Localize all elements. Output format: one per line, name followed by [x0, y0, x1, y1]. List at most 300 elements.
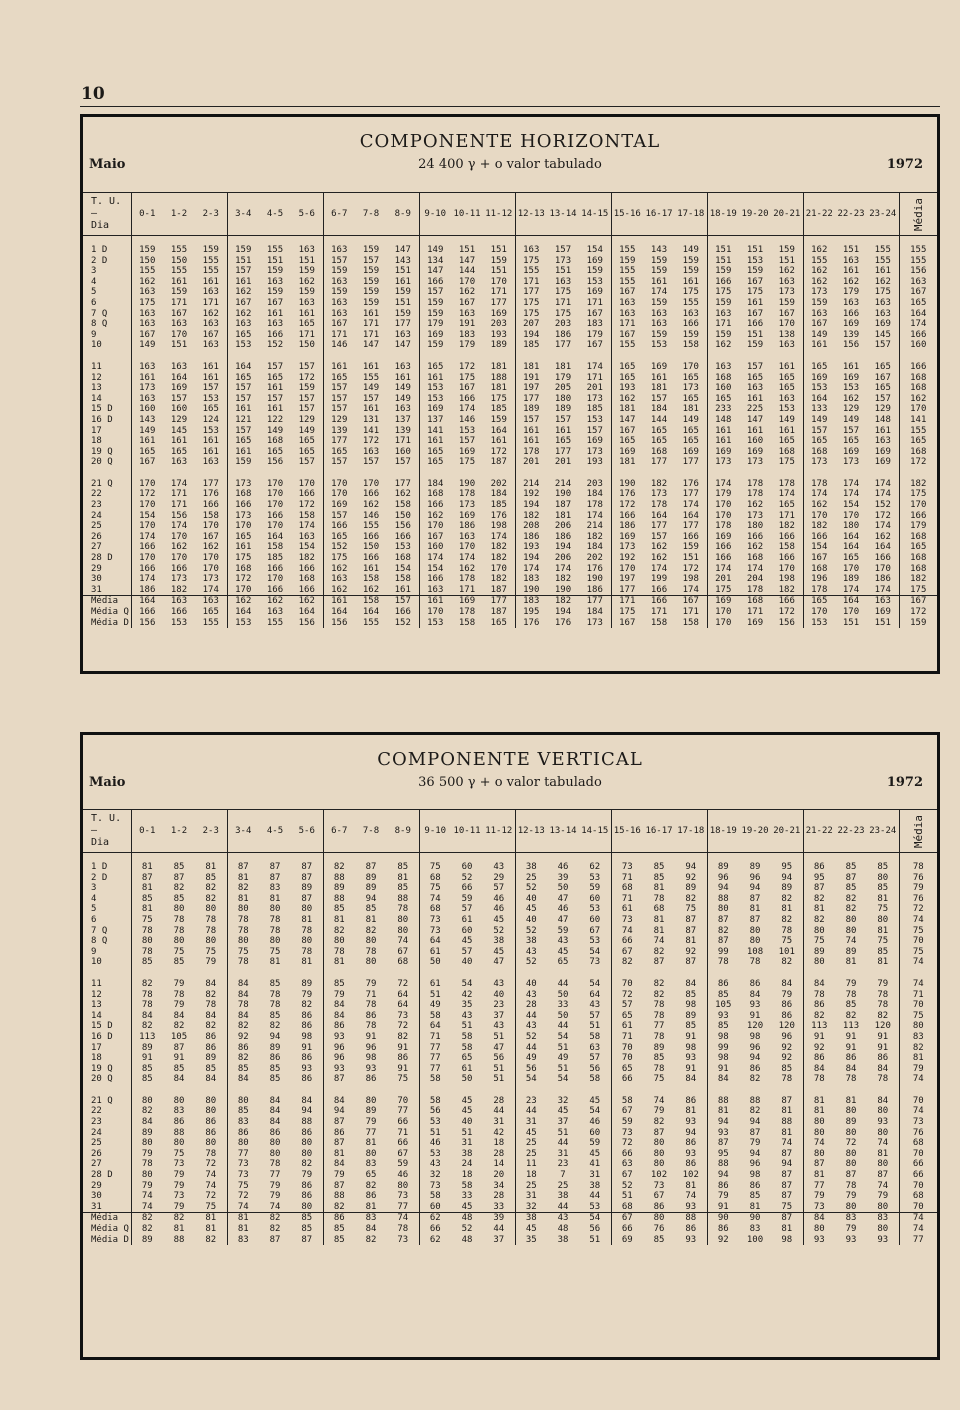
value-cell: 158 [458, 617, 476, 628]
value-cell: 50 [557, 989, 569, 1000]
value-cell: 94 [717, 883, 729, 894]
value-cell: 151 [458, 245, 476, 255]
value-cell: 74 [141, 1191, 153, 1202]
value-cell: 174 [867, 489, 899, 500]
value-cell: 166 [771, 553, 803, 564]
value-cell: 75 [237, 946, 249, 957]
value-cell: 155 [811, 255, 828, 266]
value-cell: 177 [619, 584, 636, 595]
value-cell: 75 [653, 1074, 665, 1085]
value-cell: 46 [579, 1117, 611, 1128]
value-cell: 153 [811, 383, 828, 394]
value-cell: 86 [291, 1053, 323, 1064]
value-cell: 51 [579, 1021, 611, 1032]
day-row [83, 1106, 937, 1117]
value-cell: 203 [554, 319, 572, 330]
value-cell: 174 [139, 531, 156, 542]
value-cell: 66 [621, 1074, 633, 1085]
value-cell: 154 [427, 563, 444, 574]
value-cell: 54 [579, 979, 611, 990]
value-cell: 45 [525, 904, 537, 915]
value-cell: 175 [139, 297, 156, 308]
value-cell: 85 [845, 1000, 857, 1011]
value-cell: 91 [867, 1043, 899, 1054]
value-cell: 85 [675, 990, 707, 1001]
value-cell: 162 [458, 563, 476, 574]
value-cell: 169 [715, 531, 732, 542]
value-cell: 191 [458, 319, 476, 330]
value-cell: 161 [170, 436, 188, 447]
value-cell: 186 [523, 531, 540, 542]
value-cell: 173 [579, 394, 611, 405]
daily-mean-cell: 76 [912, 1127, 924, 1138]
hour-header: 14-15 [579, 193, 611, 236]
value-cell: 43 [483, 1021, 515, 1032]
value-cell: 65 [621, 1010, 633, 1021]
day-row [83, 947, 937, 958]
value-cell: 66 [621, 1224, 633, 1234]
value-cell: 161 [195, 373, 227, 384]
value-cell: 120 [867, 1021, 899, 1032]
hour-header: 14-15 [579, 810, 611, 853]
value-cell: 154 [291, 542, 323, 553]
value-cell: 154 [842, 500, 860, 511]
value-cell: 85 [195, 873, 227, 884]
value-cell: 174 [427, 553, 444, 564]
value-cell: 62 [429, 1234, 441, 1245]
value-cell: 57 [483, 883, 515, 894]
value-cell: 58 [461, 1180, 473, 1191]
value-cell: 193 [619, 383, 636, 394]
value-cell: 81 [653, 883, 665, 894]
spacer-cell [515, 968, 547, 979]
value-cell: 165 [746, 372, 764, 383]
value-cell: 79 [365, 978, 377, 989]
value-cell: 45 [461, 936, 473, 947]
value-cell: 72 [621, 1138, 633, 1149]
daily-mean-cell: 172 [910, 607, 927, 617]
value-cell: 85 [749, 1191, 761, 1202]
day-label: 2 D [83, 256, 131, 267]
value-cell: 165 [235, 531, 252, 542]
value-cell: 73 [173, 1191, 185, 1202]
value-cell: 161 [235, 446, 252, 457]
day-label: 16 D [83, 1032, 131, 1043]
value-cell: 82 [259, 1213, 291, 1224]
value-cell: 164 [331, 607, 348, 617]
value-cell: 38 [557, 1234, 569, 1245]
value-cell: 161 [419, 596, 451, 607]
value-cell: 85 [717, 989, 729, 1000]
value-cell: 161 [195, 277, 227, 288]
value-cell: 170 [266, 521, 284, 532]
value-cell: 99 [717, 1042, 729, 1053]
day-label: 20 Q [83, 457, 131, 468]
spacer-cell [803, 468, 835, 479]
value-cell: 60 [579, 894, 611, 905]
day-label: 13 [83, 1000, 131, 1011]
value-cell: 174 [842, 478, 860, 489]
value-cell: 165 [650, 425, 668, 436]
value-cell: 73 [387, 1191, 419, 1202]
value-cell: 78 [813, 989, 825, 1000]
value-cell: 93 [717, 1127, 729, 1138]
spacer-cell [483, 1085, 515, 1096]
value-cell: 85 [141, 957, 153, 968]
value-cell: 159 [771, 236, 803, 256]
value-cell: 89 [675, 883, 707, 894]
spacer-cell [707, 1085, 739, 1096]
value-cell: 49 [525, 1053, 537, 1064]
value-cell: 90 [707, 1213, 739, 1224]
value-cell: 150 [291, 340, 323, 351]
value-cell: 157 [266, 393, 284, 404]
value-cell: 58 [579, 1032, 611, 1043]
value-cell: 84 [291, 1096, 323, 1107]
value-cell: 181 [619, 404, 636, 415]
spacer-cell [707, 968, 739, 979]
value-cell: 169 [650, 361, 668, 372]
value-cell: 167 [266, 297, 284, 308]
value-cell: 78 [867, 1074, 899, 1085]
value-cell: 77 [237, 1148, 249, 1159]
value-cell: 170 [427, 521, 444, 532]
value-cell: 172 [771, 607, 803, 618]
value-cell: 80 [237, 936, 249, 947]
value-cell: 94 [675, 1128, 707, 1139]
value-cell: 88 [717, 1095, 729, 1106]
value-cell: 46 [557, 862, 569, 872]
value-cell: 82 [867, 1011, 899, 1022]
value-cell: 67 [387, 947, 419, 958]
value-cell: 166 [266, 584, 284, 595]
horizontal-data-table [83, 192, 937, 628]
header-label-dash: — [91, 208, 98, 219]
value-cell: 169 [842, 372, 860, 383]
spacer-cell [771, 468, 803, 479]
daily-mean-cell: 74 [912, 978, 924, 989]
value-cell: 82 [749, 1106, 761, 1117]
value-cell: 47 [483, 957, 515, 968]
daily-mean-cell: 68 [912, 1138, 924, 1149]
value-cell: 155 [619, 276, 636, 287]
value-cell: 183 [515, 596, 547, 607]
value-cell: 178 [458, 607, 476, 617]
value-cell: 153 [235, 617, 252, 628]
value-cell: 38 [579, 1181, 611, 1192]
spacer-cell [675, 351, 707, 362]
value-cell: 64 [579, 990, 611, 1001]
value-cell: 166 [715, 276, 732, 287]
value-cell: 81 [749, 1201, 761, 1212]
value-cell: 170 [266, 574, 284, 585]
value-cell: 65 [461, 1053, 473, 1064]
value-cell: 38 [483, 936, 515, 947]
value-cell: 175 [331, 553, 348, 564]
value-cell: 71 [621, 872, 633, 883]
value-cell: 68 [429, 872, 441, 883]
value-cell: 50 [557, 883, 569, 894]
value-cell: 161 [771, 362, 803, 373]
value-cell: 161 [387, 585, 419, 596]
value-cell: 79 [845, 978, 857, 989]
value-cell: 93 [291, 1064, 323, 1075]
value-cell: 80 [813, 957, 825, 968]
value-cell: 164 [235, 361, 252, 372]
value-cell: 163 [170, 361, 188, 372]
value-cell: 84 [237, 1010, 249, 1021]
value-cell: 82 [845, 893, 857, 904]
value-cell: 166 [362, 531, 380, 542]
value-cell: 149 [842, 414, 860, 425]
value-cell: 157 [170, 393, 188, 404]
value-cell: 145 [867, 330, 899, 341]
value-cell: 162 [715, 340, 732, 351]
value-cell: 170 [483, 277, 515, 288]
daily-mean-cell: 70 [912, 1180, 924, 1191]
value-cell: 91 [387, 1064, 419, 1075]
value-cell: 161 [331, 361, 348, 372]
value-cell: 202 [579, 553, 611, 564]
value-cell: 190 [554, 584, 572, 595]
value-cell: 159 [331, 287, 348, 298]
value-cell: 80 [269, 936, 281, 947]
hour-header: 1-2 [163, 193, 195, 236]
mean-row [83, 1235, 937, 1246]
value-cell: 58 [461, 1031, 473, 1042]
value-cell: 80 [845, 1201, 857, 1212]
value-cell: 156 [139, 617, 156, 628]
value-cell: 87 [749, 1127, 761, 1138]
value-cell: 166 [195, 500, 227, 511]
value-cell: 87 [771, 1170, 803, 1181]
value-cell: 71 [429, 1031, 441, 1042]
day-label: 27 [83, 1159, 131, 1170]
value-cell: 82 [717, 925, 729, 936]
value-cell: 82 [163, 1213, 195, 1224]
value-cell: 161 [427, 372, 444, 383]
vertical-year: 1972 [886, 775, 923, 790]
value-cell: 80 [813, 1117, 825, 1128]
value-cell: 47 [557, 893, 569, 904]
daily-mean-cell: 68 [912, 1191, 924, 1202]
value-cell: 81 [653, 914, 665, 925]
day-label: 15 D [83, 1021, 131, 1032]
value-cell: 181 [483, 383, 515, 394]
spacer-day-cell [83, 468, 131, 479]
value-cell: 82 [621, 957, 633, 968]
value-cell: 85 [845, 883, 857, 894]
value-cell: 177 [523, 287, 540, 298]
daily-mean-cell: 74 [912, 914, 924, 925]
value-cell: 85 [237, 1106, 249, 1117]
value-cell: 151 [771, 256, 803, 267]
value-cell: 164 [170, 372, 188, 383]
value-cell: 163 [170, 319, 188, 330]
value-cell: 157 [291, 394, 323, 405]
value-cell: 72 [237, 1191, 249, 1202]
value-cell: 81 [291, 957, 323, 968]
value-cell: 163 [331, 297, 348, 308]
value-cell: 162 [619, 393, 636, 404]
value-cell: 81 [845, 1095, 857, 1106]
value-cell: 73 [579, 957, 611, 968]
spacer-cell [835, 1085, 867, 1096]
value-cell: 163 [715, 361, 732, 372]
value-cell: 170 [458, 276, 476, 287]
value-cell: 96 [749, 1159, 761, 1170]
value-cell: 179 [458, 340, 476, 351]
value-cell: 86 [291, 1128, 323, 1139]
value-cell: 186 [554, 329, 572, 340]
value-cell: 154 [387, 564, 419, 575]
value-cell: 93 [675, 1149, 707, 1160]
value-cell: 169 [675, 447, 707, 458]
daily-mean-cell: 70 [912, 1095, 924, 1106]
spacer-cell [803, 968, 835, 979]
daily-mean-cell: 166 [910, 510, 927, 521]
day-row [83, 330, 937, 341]
value-cell: 87 [771, 1213, 803, 1224]
value-cell: 61 [461, 1063, 473, 1074]
value-cell: 92 [771, 1053, 803, 1064]
value-cell: 79 [269, 1191, 281, 1202]
value-cell: 91 [749, 1010, 761, 1021]
value-cell: 86 [845, 1053, 857, 1064]
value-cell: 147 [746, 414, 764, 425]
spacer-cell [323, 1085, 355, 1096]
value-cell: 62 [419, 1213, 451, 1224]
value-cell: 48 [557, 1224, 569, 1234]
spacer-cell [355, 1085, 387, 1096]
value-cell: 28 [483, 1191, 515, 1202]
value-cell: 167 [619, 617, 636, 628]
value-cell: 187 [483, 585, 515, 596]
value-cell: 163 [139, 319, 156, 330]
value-cell: 155 [619, 266, 636, 277]
value-cell: 88 [387, 894, 419, 905]
value-cell: 85 [291, 1224, 323, 1235]
daily-mean-cell: 167 [899, 596, 937, 607]
value-cell: 82 [333, 862, 345, 872]
value-cell: 169 [619, 531, 636, 542]
value-cell: 157 [523, 414, 540, 425]
value-cell: 86 [813, 1053, 825, 1064]
value-cell: 37 [483, 1011, 515, 1022]
value-cell: 85 [173, 1063, 185, 1074]
value-cell: 165 [619, 372, 636, 383]
value-cell: 162 [139, 276, 156, 287]
daily-mean-cell: 174 [910, 319, 927, 330]
value-cell: 88 [173, 1127, 185, 1138]
spacer-cell [515, 351, 547, 362]
value-cell: 159 [650, 329, 668, 340]
day-label: 16 D [83, 415, 131, 426]
value-cell: 89 [813, 946, 825, 957]
value-cell: 80 [237, 904, 249, 915]
value-cell: 155 [675, 298, 707, 309]
value-cell: 87 [675, 926, 707, 937]
value-cell: 78 [141, 1000, 153, 1011]
value-cell: 157 [387, 596, 419, 607]
value-cell: 165 [867, 362, 899, 373]
value-cell: 180 [746, 521, 764, 532]
day-row [83, 1064, 937, 1075]
value-cell: 177 [523, 393, 540, 404]
daily-mean-cell: 78 [912, 862, 924, 872]
value-cell: 171 [715, 319, 732, 330]
value-cell: 157 [458, 436, 476, 447]
value-cell: 89 [717, 862, 729, 872]
value-cell: 166 [746, 531, 764, 542]
value-cell: 166 [427, 500, 444, 511]
value-cell: 81 [867, 926, 899, 937]
value-cell: 163 [331, 574, 348, 585]
value-cell: 80 [845, 1106, 857, 1117]
value-cell: 156 [331, 617, 348, 628]
value-cell: 82 [269, 1021, 281, 1032]
hour-header: 0-1 [131, 810, 163, 853]
value-cell: 82 [141, 1224, 153, 1234]
value-cell: 78 [237, 1000, 249, 1011]
value-cell: 43 [557, 936, 569, 947]
value-cell: 80 [717, 904, 729, 915]
value-cell: 86 [291, 1181, 323, 1192]
value-cell: 164 [483, 426, 515, 437]
value-cell: 177 [579, 596, 611, 607]
value-cell: 81 [653, 925, 665, 936]
value-cell: 152 [266, 340, 284, 351]
value-cell: 77 [429, 1042, 441, 1053]
day-label: 14 [83, 1011, 131, 1022]
value-cell: 75 [429, 862, 441, 872]
value-cell: 73 [429, 1180, 441, 1191]
value-cell: 81 [867, 894, 899, 905]
value-cell: 165 [619, 361, 636, 372]
value-cell: 74 [621, 925, 633, 936]
value-cell: 42 [483, 1128, 515, 1139]
value-cell: 82 [195, 894, 227, 905]
value-cell: 162 [291, 596, 323, 607]
value-cell: 78 [173, 925, 185, 936]
spacer-cell [195, 968, 227, 979]
value-cell: 80 [867, 1128, 899, 1139]
value-cell: 87 [717, 914, 729, 925]
value-cell: 186 [579, 585, 611, 596]
value-cell: 96 [771, 1032, 803, 1043]
value-cell: 168 [650, 446, 668, 457]
value-cell: 139 [387, 426, 419, 437]
value-cell: 74 [429, 893, 441, 904]
value-cell: 174 [715, 563, 732, 574]
spacer-cell [323, 968, 355, 979]
value-cell: 162 [235, 308, 252, 319]
value-cell: 96 [717, 872, 729, 883]
value-cell: 31 [483, 1117, 515, 1128]
value-cell: 78 [749, 957, 761, 968]
value-cell: 40 [525, 893, 537, 904]
value-cell: 98 [717, 1031, 729, 1042]
value-cell: 89 [653, 1042, 665, 1053]
tu-dia-header [83, 193, 131, 236]
value-cell: 83 [749, 1224, 761, 1234]
value-cell: 167 [811, 553, 828, 564]
day-row [83, 1159, 937, 1170]
value-cell: 153 [458, 425, 476, 436]
value-cell: 81 [813, 1106, 825, 1117]
value-cell: 157 [362, 255, 380, 266]
value-cell: 93 [717, 1010, 729, 1021]
